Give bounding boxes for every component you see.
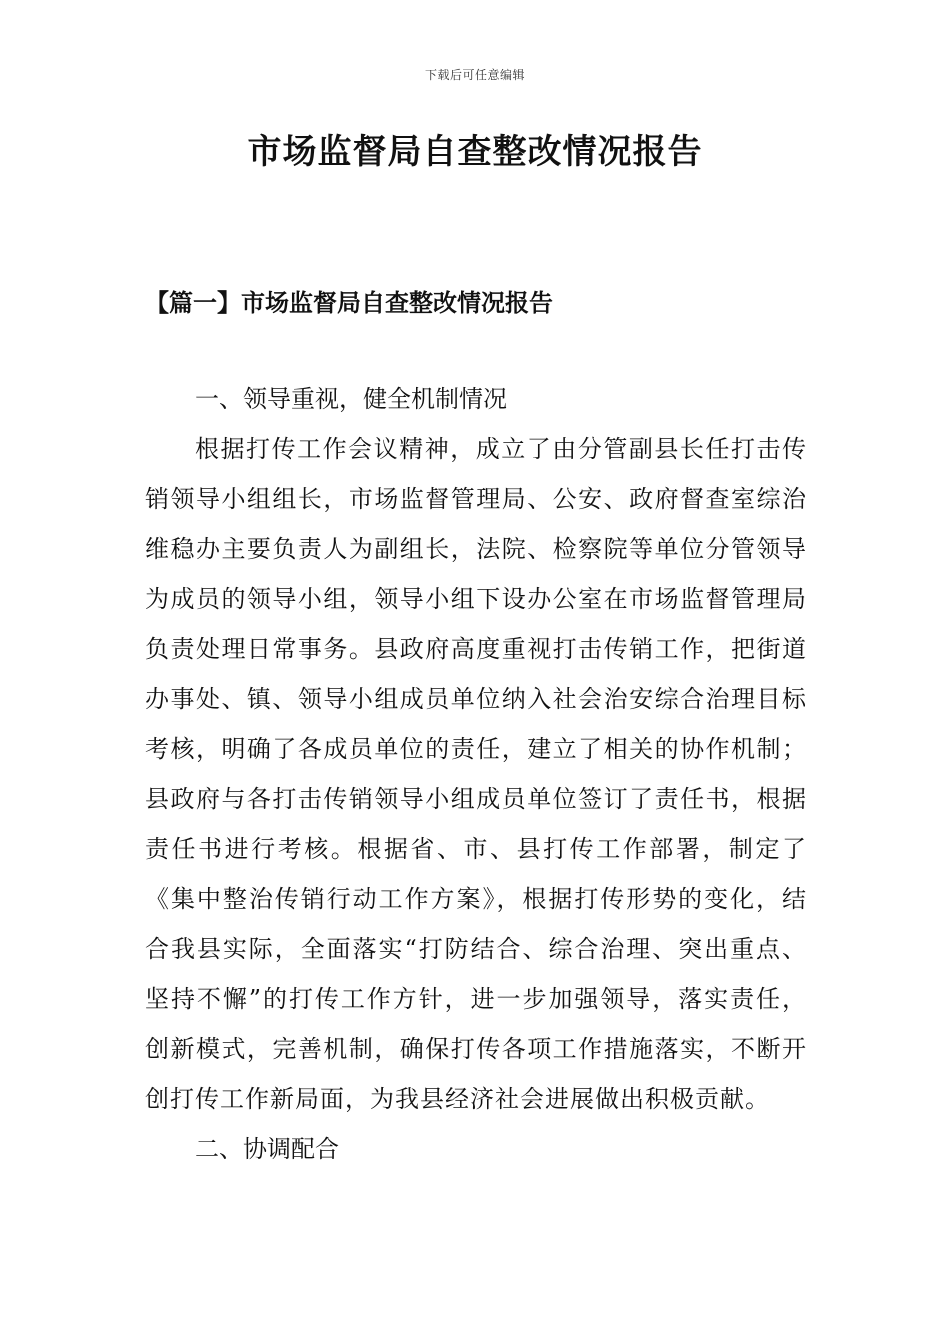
subhead-coordination: 二、协调配合	[195, 1135, 339, 1163]
section-heading: 【篇一】市场监督局自查整改情况报告	[145, 288, 553, 317]
subhead-leadership: 一、领导重视，健全机制情况	[195, 385, 507, 413]
document-body	[145, 374, 807, 1174]
body-paragraph: 根据打传工作会议精神，成立了由分管副县长任打击传销领导小组组长，市场监督管理局、公安、政府督查室综治维稳办主要负责人为副组长，法院、检察院等单位分管领导为成员的领导小组，领导小组下设办公室在市场监督管理局负责处理日常事务。县政府高度重视打击传销工作，把街道办事处、镇、领导小组成员单位纳入社会治安综合治理目标考核，明确了各成员单位的责任，建立了相关的协作机制；县政府与各打击传销领导小组成员单位签订了责任书，根据责任书进行考核。根据省、市、县打传工作部署，制定了《集中整治传销行动工作方案》，根据打传形势的变化，结合我县实际，全面落实“打防结合、综合治理、突出重点、坚持不懈”的打传工作方针，进一步加强领导，落实责任，创新模式，完善机制，确保打传各项工作措施落实，不断开创打传工作新局面，为我县经济社会进展做出积极贡献。	[145, 435, 807, 1113]
header-note: 下载后可任意编辑	[424, 68, 525, 82]
document-title: 市场监督局自查整改情况报告	[247, 132, 703, 172]
